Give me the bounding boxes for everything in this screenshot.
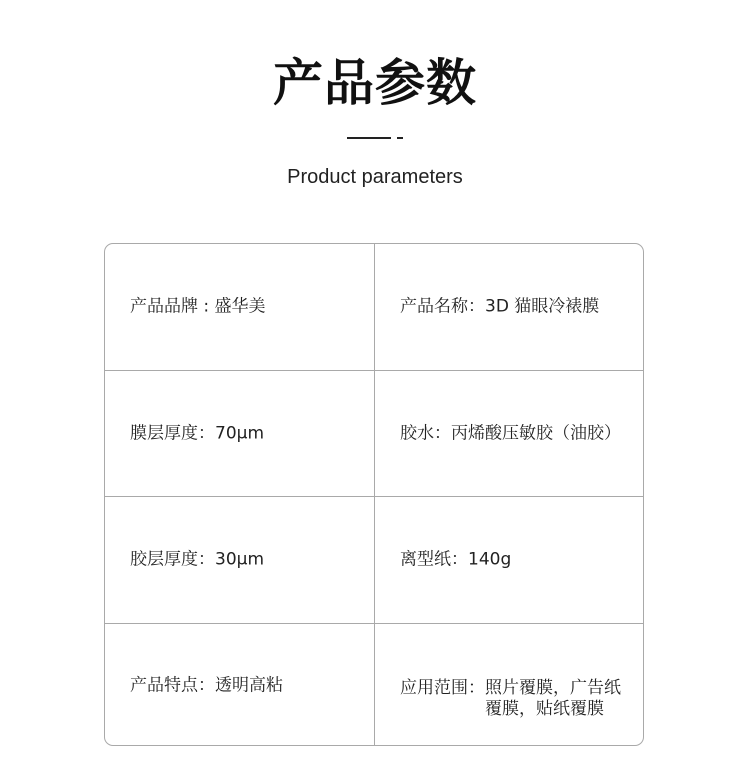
table-row	[105, 496, 644, 623]
product-name-cell	[375, 244, 644, 370]
glue-cell	[375, 371, 644, 496]
application-label: 应用范围：	[400, 678, 485, 698]
title-divider	[347, 137, 403, 139]
glue-text: 胶水：丙烯酸压敏胶（油胶）	[400, 423, 621, 443]
product-name-text: 产品名称：3D 猫眼冷裱膜	[400, 296, 600, 317]
page-title: 产品参数	[273, 54, 477, 112]
brand-text: 产品品牌 : 盛华美	[130, 296, 266, 317]
film-thickness-text: 膜层厚度：70μm	[130, 423, 265, 443]
features-cell	[105, 624, 375, 746]
release-paper-cell	[375, 497, 644, 623]
features-text: 产品特点：透明高粘	[130, 675, 283, 695]
table-row	[105, 244, 644, 370]
glue-thickness-cell	[105, 497, 375, 623]
brand-cell	[105, 244, 375, 370]
release-paper-text: 离型纸：140g	[400, 549, 512, 570]
table-row	[105, 623, 644, 746]
application-cell	[375, 624, 644, 746]
film-thickness-cell	[105, 371, 375, 496]
application-text	[400, 678, 637, 720]
table-row	[105, 370, 644, 496]
divider-short-bar	[397, 137, 403, 139]
divider-long-bar	[347, 137, 391, 139]
application-value: 照片覆膜，广告纸覆膜，贴纸覆膜	[485, 678, 621, 719]
page-subtitle: Product parameters	[287, 166, 463, 188]
parameter-table	[104, 243, 644, 746]
glue-thickness-text: 胶层厚度：30μm	[130, 549, 265, 570]
